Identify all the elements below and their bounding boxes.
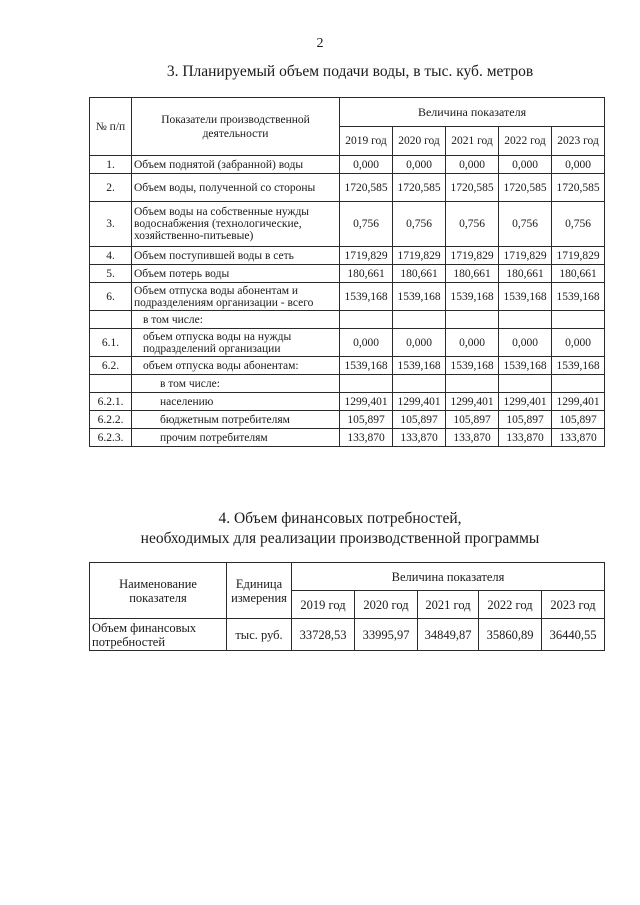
row-value: 1720,585	[446, 174, 499, 202]
row-value	[446, 311, 499, 329]
water-supply-table-body	[90, 156, 605, 447]
row-number: 1.	[90, 156, 132, 174]
row-value: 180,661	[499, 265, 552, 283]
row-value: 1299,401	[552, 393, 605, 411]
row-value: 133,870	[446, 429, 499, 447]
row-value: 1299,401	[340, 393, 393, 411]
header-year: 2019 год	[292, 591, 355, 619]
table-header-row	[90, 563, 605, 591]
row-number: 4.	[90, 247, 132, 265]
row-value: 1539,168	[393, 283, 446, 311]
row-value: 0,000	[393, 329, 446, 357]
row-value: 105,897	[340, 411, 393, 429]
row-unit: тыс. руб.	[227, 619, 292, 651]
row-value: 1299,401	[499, 393, 552, 411]
row-value: 1539,168	[393, 357, 446, 375]
row-value: 1719,829	[393, 247, 446, 265]
row-value: 180,661	[340, 265, 393, 283]
row-value: 0,756	[499, 202, 552, 247]
table-row	[90, 357, 605, 375]
row-number	[90, 375, 132, 393]
row-value: 34849,87	[418, 619, 479, 651]
header-year: 2022 год	[499, 127, 552, 156]
row-value: 1299,401	[393, 393, 446, 411]
row-value: 35860,89	[479, 619, 542, 651]
table-row	[90, 283, 605, 311]
row-value: 1539,168	[552, 283, 605, 311]
table-row	[90, 329, 605, 357]
header-year: 2023 год	[542, 591, 605, 619]
row-value: 1539,168	[446, 283, 499, 311]
row-value: 36440,55	[542, 619, 605, 651]
row-value: 1720,585	[393, 174, 446, 202]
section-4-title-line1: 4. Объем финансовых потребностей,	[218, 510, 462, 527]
table-row	[90, 247, 605, 265]
row-number: 6.2.3.	[90, 429, 132, 447]
row-value: 1720,585	[499, 174, 552, 202]
row-value	[393, 311, 446, 329]
row-number: 3.	[90, 202, 132, 247]
table-row	[90, 311, 605, 329]
row-number: 6.1.	[90, 329, 132, 357]
table-row	[90, 156, 605, 174]
row-value: 1539,168	[499, 283, 552, 311]
header-value-group: Величина показателя	[292, 563, 605, 591]
table-row	[90, 411, 605, 429]
row-value	[499, 311, 552, 329]
table-header-row	[90, 98, 605, 127]
row-value: 1539,168	[552, 357, 605, 375]
row-indicator: Объем поступившей воды в сеть	[132, 247, 340, 265]
row-value: 133,870	[340, 429, 393, 447]
row-value: 105,897	[552, 411, 605, 429]
row-value: 0,000	[446, 329, 499, 357]
table-row	[90, 202, 605, 247]
header-year: 2020 год	[393, 127, 446, 156]
row-indicator: Объем потерь воды	[132, 265, 340, 283]
section-3-title: 3. Планируемый объем подачи воды, в тыс. куб. метров	[166, 63, 534, 80]
table-row	[90, 265, 605, 283]
row-indicator: в том числе:	[132, 311, 340, 329]
row-name: Объем финансовых потребностей	[90, 619, 227, 651]
row-value: 0,000	[552, 329, 605, 357]
row-indicator: населению	[132, 393, 340, 411]
row-number: 5.	[90, 265, 132, 283]
row-value: 0,000	[340, 329, 393, 357]
row-indicator: в том числе:	[132, 375, 340, 393]
water-supply-table	[89, 97, 605, 447]
table-row	[90, 619, 605, 651]
row-value	[499, 375, 552, 393]
row-value	[340, 311, 393, 329]
header-year: 2020 год	[355, 591, 418, 619]
row-value: 105,897	[499, 411, 552, 429]
row-value: 0,000	[499, 156, 552, 174]
row-value: 1299,401	[446, 393, 499, 411]
section-4-title-line2: необходимых для реализации производственной программы	[140, 530, 540, 547]
page-number: 2	[316, 36, 324, 51]
row-value: 180,661	[552, 265, 605, 283]
financial-needs-table	[89, 562, 605, 651]
row-value: 1719,829	[499, 247, 552, 265]
row-value	[552, 311, 605, 329]
row-value: 0,756	[552, 202, 605, 247]
row-value: 0,000	[499, 329, 552, 357]
row-value: 1539,168	[499, 357, 552, 375]
row-value: 1719,829	[552, 247, 605, 265]
table-row	[90, 174, 605, 202]
row-value: 180,661	[446, 265, 499, 283]
header-num: № п/п	[90, 98, 132, 156]
row-indicator: объем отпуска воды на нужды подразделений организации	[132, 329, 340, 357]
row-value: 33995,97	[355, 619, 418, 651]
row-number: 6.2.	[90, 357, 132, 375]
row-value: 133,870	[552, 429, 605, 447]
table-row	[90, 393, 605, 411]
header-unit: Единица измерения	[227, 563, 292, 619]
row-number: 6.2.1.	[90, 393, 132, 411]
row-indicator: прочим потребителям	[132, 429, 340, 447]
row-value: 0,000	[340, 156, 393, 174]
row-value: 0,000	[393, 156, 446, 174]
row-number: 6.2.2.	[90, 411, 132, 429]
row-value: 1539,168	[340, 357, 393, 375]
table-row	[90, 375, 605, 393]
row-value: 105,897	[446, 411, 499, 429]
row-indicator: Объем поднятой (забранной) воды	[132, 156, 340, 174]
row-number: 6.	[90, 283, 132, 311]
row-value: 133,870	[393, 429, 446, 447]
row-value: 0,756	[340, 202, 393, 247]
row-value: 0,000	[446, 156, 499, 174]
row-value: 0,756	[446, 202, 499, 247]
header-year: 2023 год	[552, 127, 605, 156]
header-value-group: Величина показателя	[340, 98, 605, 127]
table-row	[90, 429, 605, 447]
row-value: 33728,53	[292, 619, 355, 651]
header-year: 2022 год	[479, 591, 542, 619]
header-name: Наименование показателя	[90, 563, 227, 619]
row-indicator: Объем воды на собственные нужды водоснабжения (технологические, хозяйственно-питьевые)	[132, 202, 340, 247]
row-indicator: Объем отпуска воды абонентам и подразделениям организации - всего	[132, 283, 340, 311]
row-indicator: Объем воды, полученной со стороны	[132, 174, 340, 202]
header-year: 2021 год	[446, 127, 499, 156]
row-number: 2.	[90, 174, 132, 202]
row-indicator: бюджетным потребителям	[132, 411, 340, 429]
row-value: 1719,829	[340, 247, 393, 265]
row-value: 180,661	[393, 265, 446, 283]
row-value	[393, 375, 446, 393]
row-value: 105,897	[393, 411, 446, 429]
row-value: 0,756	[393, 202, 446, 247]
row-value: 1539,168	[446, 357, 499, 375]
row-value: 1539,168	[340, 283, 393, 311]
row-value	[552, 375, 605, 393]
row-value: 133,870	[499, 429, 552, 447]
row-value	[340, 375, 393, 393]
row-value: 1720,585	[340, 174, 393, 202]
row-value: 1720,585	[552, 174, 605, 202]
header-indicator: Показатели производственной деятельности	[132, 98, 340, 156]
row-indicator: объем отпуска воды абонентам:	[132, 357, 340, 375]
row-number	[90, 311, 132, 329]
row-value: 0,000	[552, 156, 605, 174]
header-year: 2021 год	[418, 591, 479, 619]
header-year: 2019 год	[340, 127, 393, 156]
row-value	[446, 375, 499, 393]
row-value: 1719,829	[446, 247, 499, 265]
